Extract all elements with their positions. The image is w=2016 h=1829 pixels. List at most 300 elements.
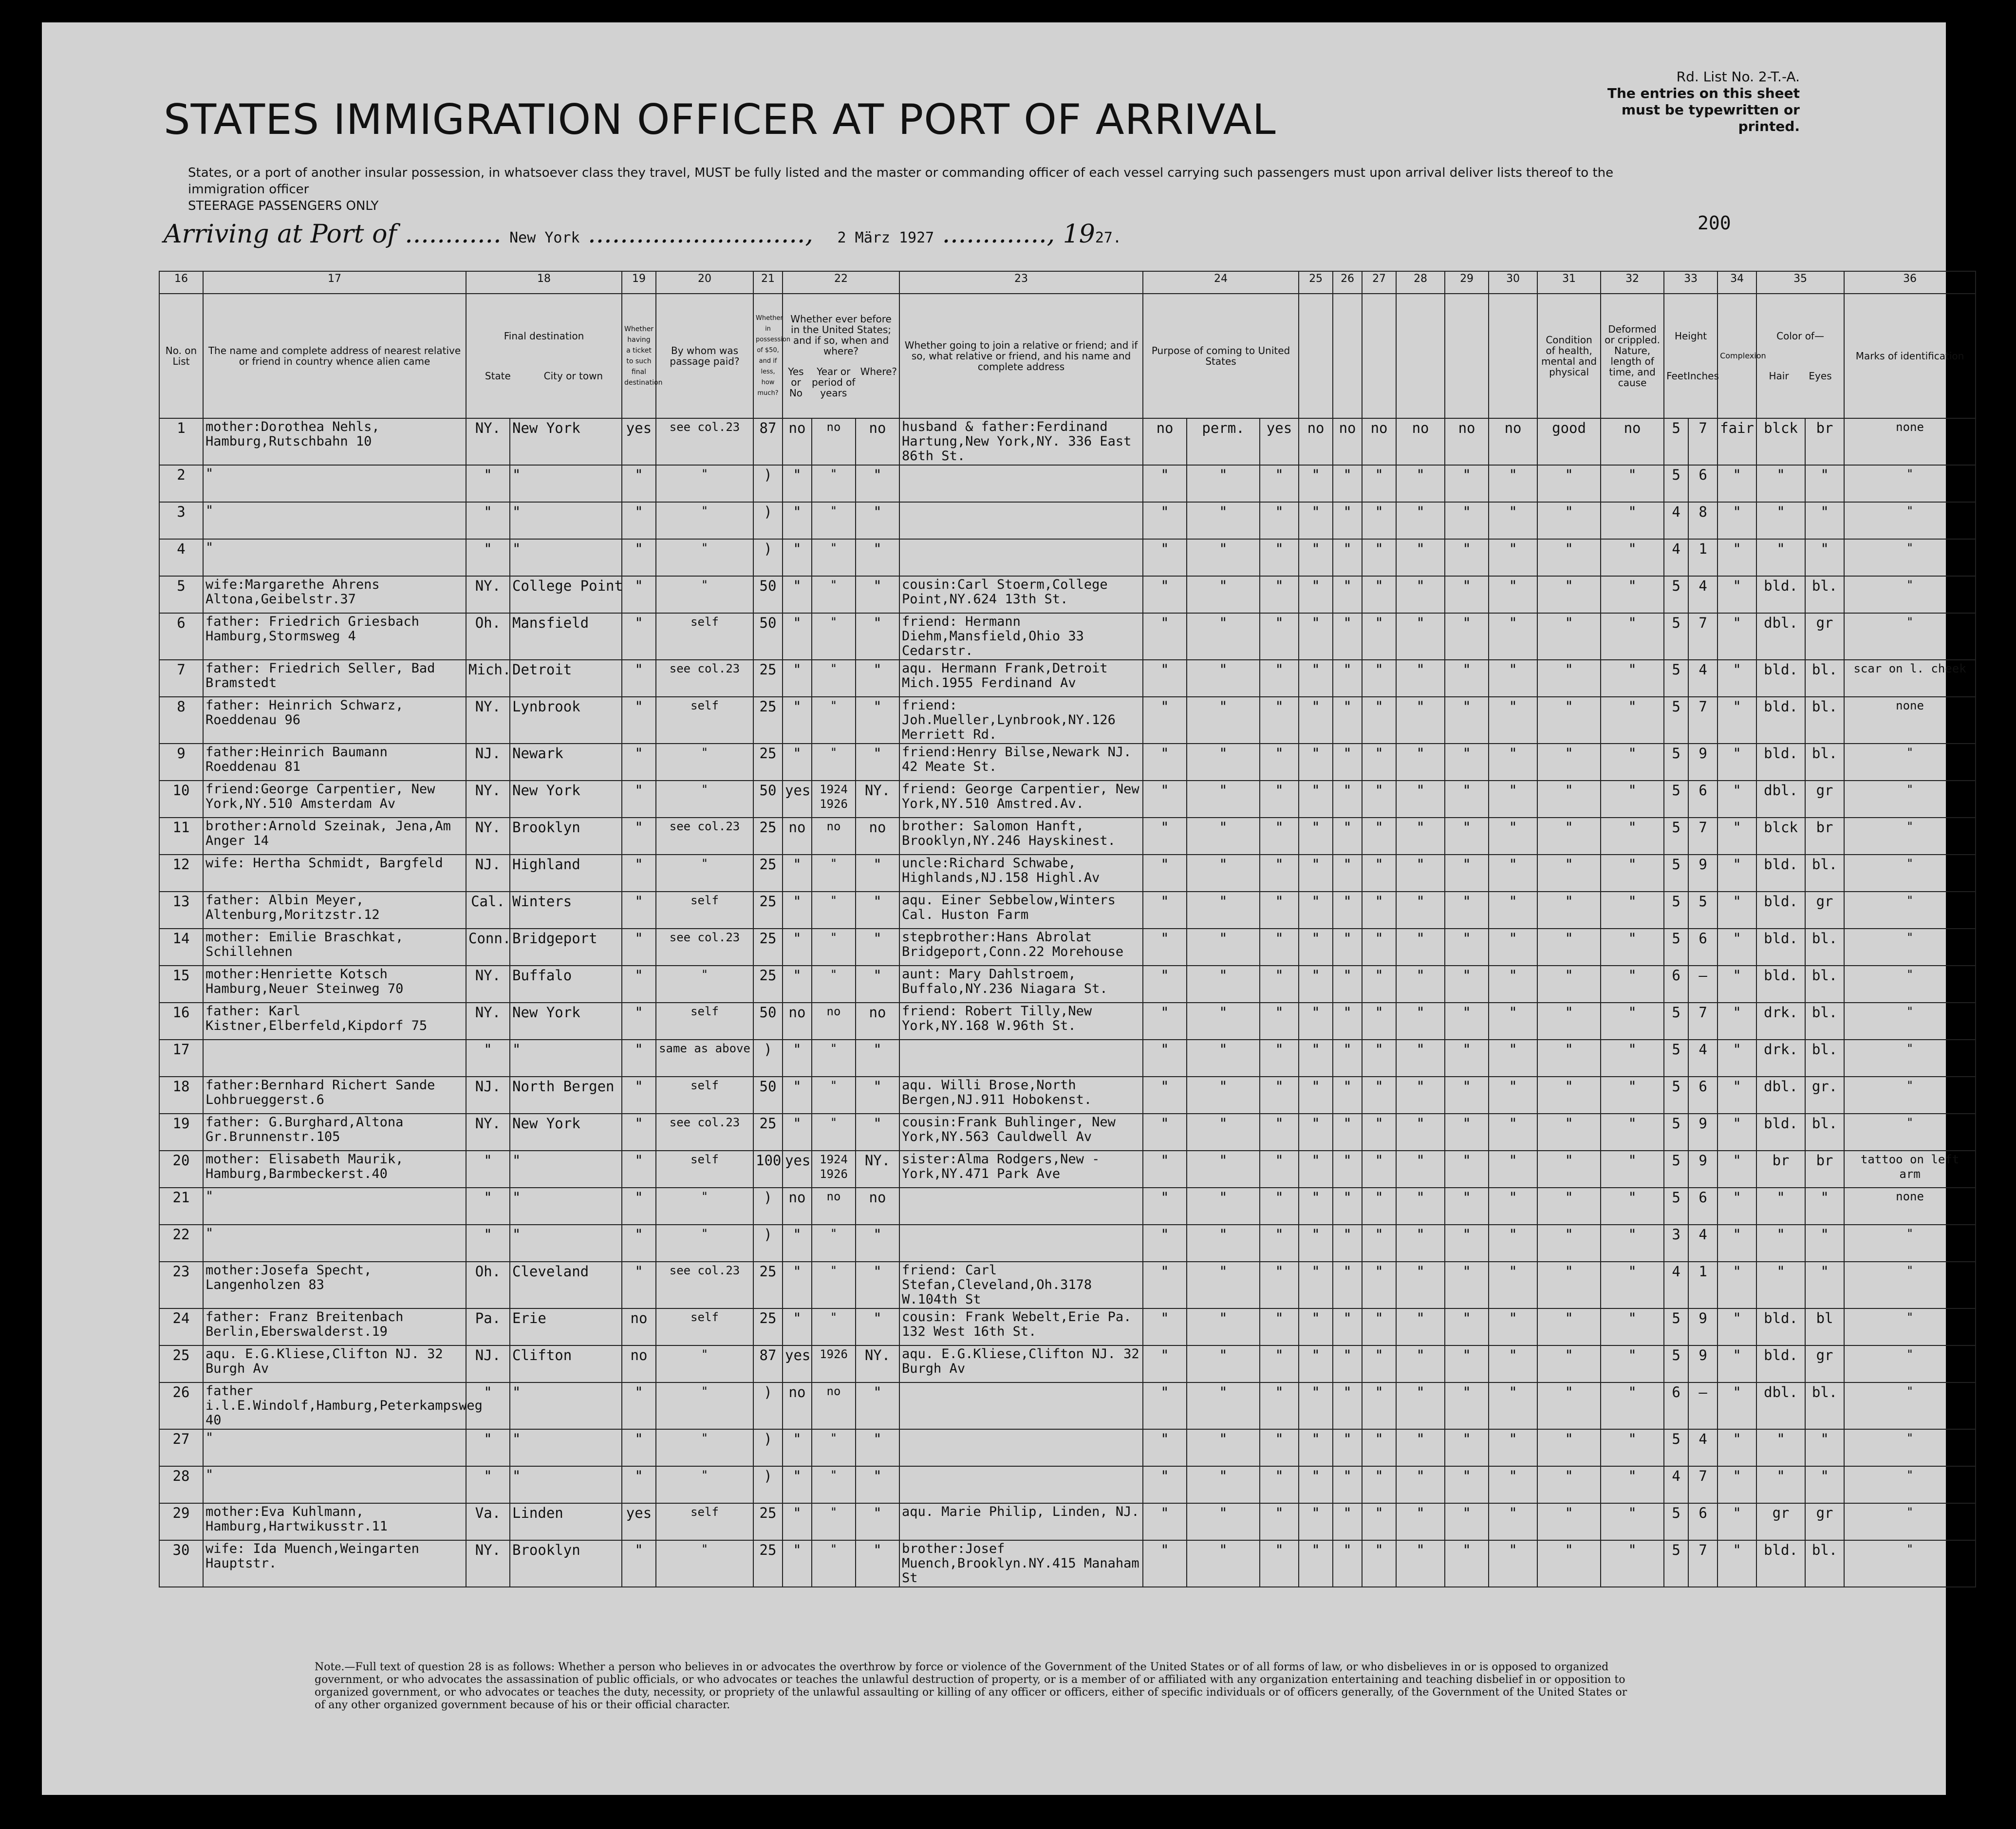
height-inches: 6 [1688, 929, 1717, 966]
table-row [159, 1114, 1976, 1151]
col-28: " [1396, 1345, 1445, 1382]
before-where: NY. [856, 1151, 899, 1188]
identification-marks: " [1844, 613, 1976, 660]
money: 25 [753, 660, 783, 697]
eye-color: " [1805, 502, 1844, 539]
header-paid: By whom was passage paid? [656, 294, 753, 418]
identification-marks: " [1844, 966, 1976, 1003]
col-28: " [1396, 1114, 1445, 1151]
ticket: " [622, 929, 656, 966]
row-number: 14 [159, 929, 203, 966]
joining: cousin: Frank Webelt,Erie Pa. 132 West 16th St. [899, 1308, 1143, 1345]
ticket: yes [622, 1503, 656, 1540]
eye-color: bl. [1805, 929, 1844, 966]
relative-address: aqu. E.G.Kliese,Clifton NJ. 32 Burgh Av [203, 1345, 466, 1382]
deformed: " [1601, 744, 1664, 781]
column-header-row [159, 294, 1976, 418]
relative-address: wife: Ida Muench,Weingarten Hauptstr. [203, 1540, 466, 1587]
table-row [159, 1262, 1976, 1308]
purpose-b: " [1187, 781, 1260, 818]
purpose-c: " [1260, 1466, 1299, 1503]
hair-label: Hair [1769, 370, 1789, 382]
purpose-c: " [1260, 1345, 1299, 1382]
money: 25 [753, 697, 783, 744]
col-26: no [1333, 418, 1362, 465]
col-26: " [1333, 855, 1362, 892]
height-inches: 4 [1688, 576, 1717, 613]
col-num: 28 [1396, 271, 1445, 294]
condition: " [1537, 1225, 1601, 1262]
hair-color: bld. [1756, 929, 1805, 966]
col-26: " [1333, 1225, 1362, 1262]
identification-marks: " [1844, 744, 1976, 781]
height-inches: 4 [1688, 1429, 1717, 1466]
purpose-a: " [1143, 502, 1187, 539]
height-feet: 5 [1664, 1540, 1688, 1587]
col-25: " [1299, 1114, 1333, 1151]
before-yes-no: yes [783, 781, 812, 818]
money: ) [753, 1429, 783, 1466]
before-year: " [812, 502, 856, 539]
hair-color: blck [1756, 418, 1805, 465]
eye-color: bl. [1805, 744, 1844, 781]
hair-color: " [1756, 1262, 1805, 1308]
ticket: " [622, 1262, 656, 1308]
height-feet: 5 [1664, 781, 1688, 818]
paid-by: see col.23 [656, 929, 753, 966]
col-25: " [1299, 697, 1333, 744]
identification-marks: " [1844, 1003, 1976, 1040]
purpose-b: " [1187, 502, 1260, 539]
identification-marks: " [1844, 1429, 1976, 1466]
purpose-c: " [1260, 1188, 1299, 1225]
eye-color: " [1805, 539, 1844, 576]
joining: brother:Josef Muench,Brooklyn.NY.415 Manaham St [899, 1540, 1143, 1587]
ticket: " [622, 1466, 656, 1503]
purpose-b: " [1187, 818, 1260, 855]
condition: " [1537, 1540, 1601, 1587]
col-28: " [1396, 929, 1445, 966]
col-30: no [1489, 418, 1537, 465]
ticket: " [622, 1429, 656, 1466]
purpose-b: " [1187, 1345, 1260, 1382]
before-where: " [856, 929, 899, 966]
before-yes-no: no [783, 1382, 812, 1429]
before-where: " [856, 539, 899, 576]
city-label: City or town [543, 370, 603, 382]
col-27: " [1362, 1040, 1396, 1077]
deformed: " [1601, 1429, 1664, 1466]
col-29: " [1445, 1308, 1489, 1345]
city: New York [510, 418, 622, 465]
joining: husband & father:Ferdinand Hartung,New York,NY. 336 East 86th St. [899, 418, 1143, 465]
col-30: " [1489, 697, 1537, 744]
joining: aqu. Willi Brose,North Bergen,NJ.911 Hobokenst. [899, 1077, 1143, 1114]
before-yes-no: " [783, 892, 812, 929]
col-30: " [1489, 1345, 1537, 1382]
table-row [159, 781, 1976, 818]
col-27: " [1362, 1382, 1396, 1429]
complexion: " [1717, 1345, 1756, 1382]
identification-marks: " [1844, 1077, 1976, 1114]
before-year: " [812, 576, 856, 613]
state: NY. [466, 418, 510, 465]
paid-by: " [656, 576, 753, 613]
relative-address: mother: Elisabeth Maurik, Hamburg,Barmbeckerst.40 [203, 1151, 466, 1188]
joining: brother: Salomon Hanft, Brooklyn,NY.246 Hayskinest. [899, 818, 1143, 855]
city: Buffalo [510, 966, 622, 1003]
city: Lynbrook [510, 697, 622, 744]
col-num: 35 [1756, 271, 1844, 294]
complexion: " [1717, 1466, 1756, 1503]
before-yes-no: " [783, 855, 812, 892]
height-inches: 6 [1688, 1188, 1717, 1225]
table-row [159, 1151, 1976, 1188]
paid-by: " [656, 465, 753, 502]
hair-color: dbl. [1756, 781, 1805, 818]
height-inches: 5 [1688, 892, 1717, 929]
complexion: " [1717, 1540, 1756, 1587]
complexion: " [1717, 539, 1756, 576]
eye-color: gr [1805, 1345, 1844, 1382]
height-inches: 7 [1688, 697, 1717, 744]
before-year: " [812, 929, 856, 966]
header-no: No. on List [159, 294, 203, 418]
ticket: " [622, 1540, 656, 1587]
paid-by: see col.23 [656, 1262, 753, 1308]
purpose-c: " [1260, 1262, 1299, 1308]
year-prefix: 19 [1063, 220, 1095, 249]
complexion: " [1717, 1225, 1756, 1262]
paid-by: " [656, 1429, 753, 1466]
purpose-a: " [1143, 1429, 1187, 1466]
identification-marks: " [1844, 1540, 1976, 1587]
money: ) [753, 1188, 783, 1225]
col-30: " [1489, 660, 1537, 697]
height-feet: 4 [1664, 1262, 1688, 1308]
purpose-b: " [1187, 1077, 1260, 1114]
table-row [159, 744, 1976, 781]
col-num: 20 [656, 271, 753, 294]
condition: " [1537, 1429, 1601, 1466]
state: Oh. [466, 1262, 510, 1308]
relative-address: brother:Arnold Szeinak, Jena,Am Anger 14 [203, 818, 466, 855]
passenger-rows [159, 418, 1976, 1587]
before-year: " [812, 744, 856, 781]
deformed: " [1601, 1040, 1664, 1077]
col-28: " [1396, 744, 1445, 781]
col-num: 30 [1489, 271, 1537, 294]
col-29: " [1445, 613, 1489, 660]
city: " [510, 465, 622, 502]
before-year: " [812, 697, 856, 744]
col-28: " [1396, 465, 1445, 502]
height-feet: 5 [1664, 855, 1688, 892]
purpose-b: " [1187, 892, 1260, 929]
purpose-c: " [1260, 781, 1299, 818]
purpose-c: " [1260, 1225, 1299, 1262]
hair-color: " [1756, 1466, 1805, 1503]
before-where: " [856, 1308, 899, 1345]
purpose-c: " [1260, 697, 1299, 744]
before-year: " [812, 539, 856, 576]
ticket: " [622, 1040, 656, 1077]
city: Winters [510, 892, 622, 929]
paid-by: " [656, 539, 753, 576]
col-num: 26 [1333, 271, 1362, 294]
col-25: " [1299, 781, 1333, 818]
col-26: " [1333, 1308, 1362, 1345]
relative-address: mother:Henriette Kotsch Hamburg,Neuer Steinweg 70 [203, 966, 466, 1003]
purpose-a: " [1143, 1503, 1187, 1540]
before-where: no [856, 1003, 899, 1040]
relative-address: " [203, 1429, 466, 1466]
yes-no-label: Yes or No [788, 366, 804, 399]
table-row [159, 465, 1976, 502]
header-joining: Whether going to join a relative or friend; and if so, what relative or friend, and his name and complete address [899, 294, 1143, 418]
purpose-c: " [1260, 1308, 1299, 1345]
header-complexion: Complexion [1717, 294, 1756, 418]
state: Conn. [466, 929, 510, 966]
eye-color: " [1805, 1429, 1844, 1466]
state: NY. [466, 1540, 510, 1587]
col-30: " [1489, 818, 1537, 855]
col-25: " [1299, 1503, 1333, 1540]
identification-marks: " [1844, 1382, 1976, 1429]
arrival-date: 2 März 1927 [837, 229, 934, 246]
relative-address: mother:Dorothea Nehls, Hamburg,Rutschbahn 10 [203, 418, 466, 465]
purpose-a: " [1143, 1114, 1187, 1151]
purpose-c: " [1260, 818, 1299, 855]
state-label: State [485, 370, 511, 382]
height-feet: 6 [1664, 1382, 1688, 1429]
complexion: " [1717, 892, 1756, 929]
color-label: Color of— [1776, 330, 1824, 342]
col-30: " [1489, 1151, 1537, 1188]
ticket: " [622, 539, 656, 576]
deformed: " [1601, 1382, 1664, 1429]
table-row [159, 576, 1976, 613]
paid-by: self [656, 1003, 753, 1040]
col-30: " [1489, 1503, 1537, 1540]
money: 25 [753, 1114, 783, 1151]
row-number: 2 [159, 465, 203, 502]
purpose-b: " [1187, 1540, 1260, 1587]
before-where: " [856, 1225, 899, 1262]
purpose-b: " [1187, 744, 1260, 781]
col-26: " [1333, 539, 1362, 576]
col-27: " [1362, 613, 1396, 660]
col-27: " [1362, 855, 1396, 892]
relative-address: father: Karl Kistner,Elberfeld,Kipdorf 75 [203, 1003, 466, 1040]
deformed: " [1601, 697, 1664, 744]
col-29: " [1445, 1466, 1489, 1503]
condition: " [1537, 613, 1601, 660]
purpose-a: " [1143, 1151, 1187, 1188]
before-yes-no: " [783, 744, 812, 781]
money: 25 [753, 1540, 783, 1587]
eye-color: gr [1805, 613, 1844, 660]
height-inches: 9 [1688, 1308, 1717, 1345]
col-29: " [1445, 855, 1489, 892]
complexion: " [1717, 465, 1756, 502]
purpose-c: " [1260, 576, 1299, 613]
complexion: " [1717, 613, 1756, 660]
state: " [466, 502, 510, 539]
deformed: " [1601, 1151, 1664, 1188]
complexion: " [1717, 1262, 1756, 1308]
col-26: " [1333, 1345, 1362, 1382]
col-25: " [1299, 1345, 1333, 1382]
height-feet: 6 [1664, 966, 1688, 1003]
table-row [159, 1429, 1976, 1466]
paid-by: self [656, 613, 753, 660]
table-row [159, 1225, 1976, 1262]
eyes-label: Eyes [1809, 370, 1832, 382]
ticket: " [622, 465, 656, 502]
complexion: " [1717, 1040, 1756, 1077]
col-27: " [1362, 1077, 1396, 1114]
state: " [466, 539, 510, 576]
state: NY. [466, 781, 510, 818]
identification-marks: " [1844, 576, 1976, 613]
col-27: " [1362, 1262, 1396, 1308]
paid-by: " [656, 1382, 753, 1429]
col-29: " [1445, 818, 1489, 855]
state: " [466, 1382, 510, 1429]
col-30: " [1489, 1003, 1537, 1040]
col-30: " [1489, 1382, 1537, 1429]
complexion: " [1717, 697, 1756, 744]
row-number: 4 [159, 539, 203, 576]
complexion: " [1717, 966, 1756, 1003]
identification-marks: tattoo on left arm [1844, 1151, 1976, 1188]
identification-marks: none [1844, 1188, 1976, 1225]
condition: " [1537, 697, 1601, 744]
purpose-a: " [1143, 966, 1187, 1003]
purpose-c: " [1260, 1503, 1299, 1540]
before-where: " [856, 465, 899, 502]
purpose-c: " [1260, 1040, 1299, 1077]
deformed: " [1601, 1003, 1664, 1040]
eye-color: bl. [1805, 966, 1844, 1003]
purpose-c: " [1260, 929, 1299, 966]
eye-color: bl. [1805, 1382, 1844, 1429]
relative-address: mother:Josefa Specht, Langenholzen 83 [203, 1262, 466, 1308]
purpose-a: " [1143, 818, 1187, 855]
money: ) [753, 539, 783, 576]
col-29: " [1445, 1040, 1489, 1077]
row-number: 23 [159, 1262, 203, 1308]
purpose-c: " [1260, 660, 1299, 697]
height-inches: 7 [1688, 613, 1717, 660]
height-inches: – [1688, 966, 1717, 1003]
before-year: 1924 1926 [812, 1151, 856, 1188]
hair-color: blck [1756, 818, 1805, 855]
col-28: " [1396, 1466, 1445, 1503]
col-26: " [1333, 744, 1362, 781]
money: ) [753, 1382, 783, 1429]
purpose-c: " [1260, 613, 1299, 660]
deformed: " [1601, 613, 1664, 660]
height-inches: – [1688, 1382, 1717, 1429]
identification-marks: " [1844, 1114, 1976, 1151]
ticket: " [622, 613, 656, 660]
hair-color: bld. [1756, 1345, 1805, 1382]
condition: " [1537, 781, 1601, 818]
before-where: " [856, 502, 899, 539]
col-25: " [1299, 1225, 1333, 1262]
instruction-text: States, or a port of another insular possession, in whatsoever class they travel, MUST be fully listed and the master or commanding officer of each vessel carrying such passengers must upon arrival deliver lists thereof to the immigration officer [188, 166, 1614, 197]
header-25 [1299, 294, 1333, 418]
money: 25 [753, 1262, 783, 1308]
relative-address: mother:Eva Kuhlmann, Hamburg,Hartwikusstr.11 [203, 1503, 466, 1540]
hair-color: " [1756, 1429, 1805, 1466]
col-num: 21 [753, 271, 783, 294]
col-28: " [1396, 1308, 1445, 1345]
before-yes-no: no [783, 1188, 812, 1225]
eye-color: bl. [1805, 1114, 1844, 1151]
before-yes-no: " [783, 1114, 812, 1151]
before-where: no [856, 818, 899, 855]
eye-color: br [1805, 818, 1844, 855]
identification-marks: none [1844, 697, 1976, 744]
col-num: 17 [203, 271, 466, 294]
col-28: " [1396, 966, 1445, 1003]
hair-color: bld. [1756, 855, 1805, 892]
col-27: " [1362, 1429, 1396, 1466]
condition: " [1537, 1262, 1601, 1308]
col-26: " [1333, 1040, 1362, 1077]
col-30: " [1489, 1225, 1537, 1262]
hair-color: " [1756, 1188, 1805, 1225]
col-30: " [1489, 502, 1537, 539]
purpose-c: " [1260, 1077, 1299, 1114]
row-number: 24 [159, 1308, 203, 1345]
money: ) [753, 1466, 783, 1503]
city: Newark [510, 744, 622, 781]
complexion: " [1717, 1382, 1756, 1429]
col-27: " [1362, 1308, 1396, 1345]
before-yes-no: " [783, 1466, 812, 1503]
money: ) [753, 465, 783, 502]
col-28: " [1396, 781, 1445, 818]
condition: " [1537, 1503, 1601, 1540]
state: " [466, 1188, 510, 1225]
col-30: " [1489, 892, 1537, 929]
ticket: " [622, 1114, 656, 1151]
before-yes-no: no [783, 818, 812, 855]
height-feet: 5 [1664, 1003, 1688, 1040]
condition: " [1537, 855, 1601, 892]
before-where: " [856, 744, 899, 781]
deformed: " [1601, 1188, 1664, 1225]
height-feet: 5 [1664, 1308, 1688, 1345]
city: Brooklyn [510, 1540, 622, 1587]
identification-marks: " [1844, 1466, 1976, 1503]
col-25: " [1299, 1308, 1333, 1345]
height-inches: 9 [1688, 1114, 1717, 1151]
money: ) [753, 502, 783, 539]
before-year: " [812, 855, 856, 892]
condition: " [1537, 1308, 1601, 1345]
col-26: " [1333, 929, 1362, 966]
joining [899, 539, 1143, 576]
condition: " [1537, 1077, 1601, 1114]
purpose-a: " [1143, 1262, 1187, 1308]
table-row [159, 1382, 1976, 1429]
joining [899, 1040, 1143, 1077]
